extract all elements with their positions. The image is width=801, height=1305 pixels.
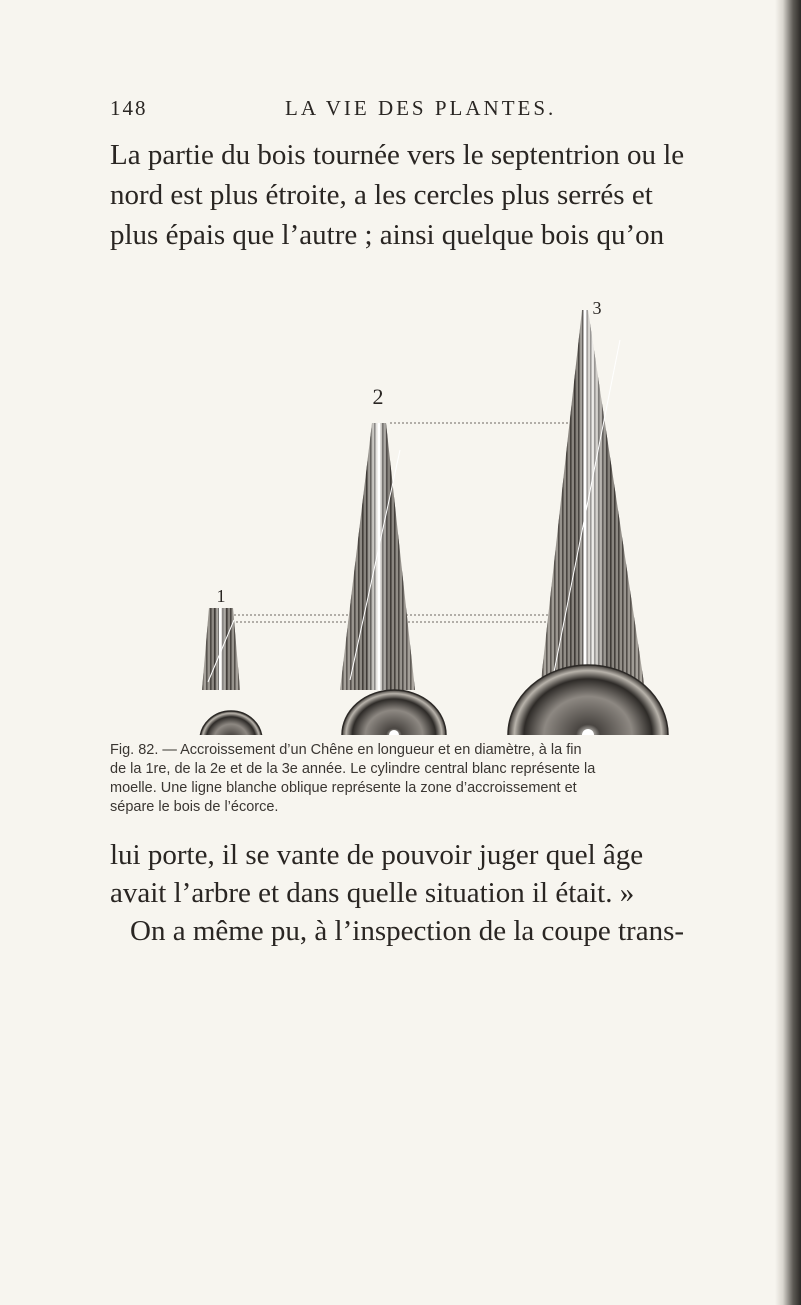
paragraph-bottom bbox=[110, 836, 730, 950]
text-line: nord est plus étroite, a les cercles plus serrés et bbox=[110, 179, 653, 211]
paragraph-top bbox=[110, 135, 710, 255]
page-header bbox=[110, 96, 700, 122]
text-line: La partie du bois tournée vers le septentrion ou le bbox=[110, 139, 685, 171]
text-line: lui porte, il se vante de pouvoir juger quel âge bbox=[110, 839, 644, 871]
oak-section-year-3 bbox=[508, 665, 668, 735]
oak-growth-figure bbox=[150, 270, 710, 735]
caption-line: de la 1re, de la 2e et de la 3e année. Le cylindre central blanc représente la bbox=[110, 761, 596, 777]
page-edge-shadow bbox=[775, 0, 801, 1305]
running-title: LA VIE DES PLANTES. bbox=[285, 96, 557, 120]
caption-line: moelle. Une ligne blanche oblique représente la zone d’accroissement et bbox=[110, 780, 577, 796]
text-line: avait l’arbre et dans quelle situation il était. » bbox=[110, 877, 635, 909]
figure-caption bbox=[110, 741, 710, 817]
figure-label-2: 2 bbox=[372, 384, 384, 409]
figure-label-3: 3 bbox=[592, 298, 602, 318]
oak-section-year-1 bbox=[200, 711, 262, 735]
figure-label-1: 1 bbox=[216, 586, 226, 606]
caption-line: Fig. 82. — Accroissement d’un Chêne en longueur et en diamètre, à la fin bbox=[110, 742, 582, 758]
oak-stem-year-1 bbox=[202, 608, 240, 690]
text-line: On a même pu, à l’inspection de la coupe trans- bbox=[130, 915, 685, 947]
oak-stem-year-2 bbox=[340, 423, 415, 690]
oak-stem-year-3 bbox=[540, 310, 645, 690]
text-line: plus épais que l’autre ; ainsi quelque bois qu’on bbox=[110, 219, 665, 251]
oak-section-year-2 bbox=[342, 690, 446, 735]
page-number: 148 bbox=[110, 96, 148, 120]
caption-line: sépare le bois de l’écorce. bbox=[110, 799, 279, 815]
